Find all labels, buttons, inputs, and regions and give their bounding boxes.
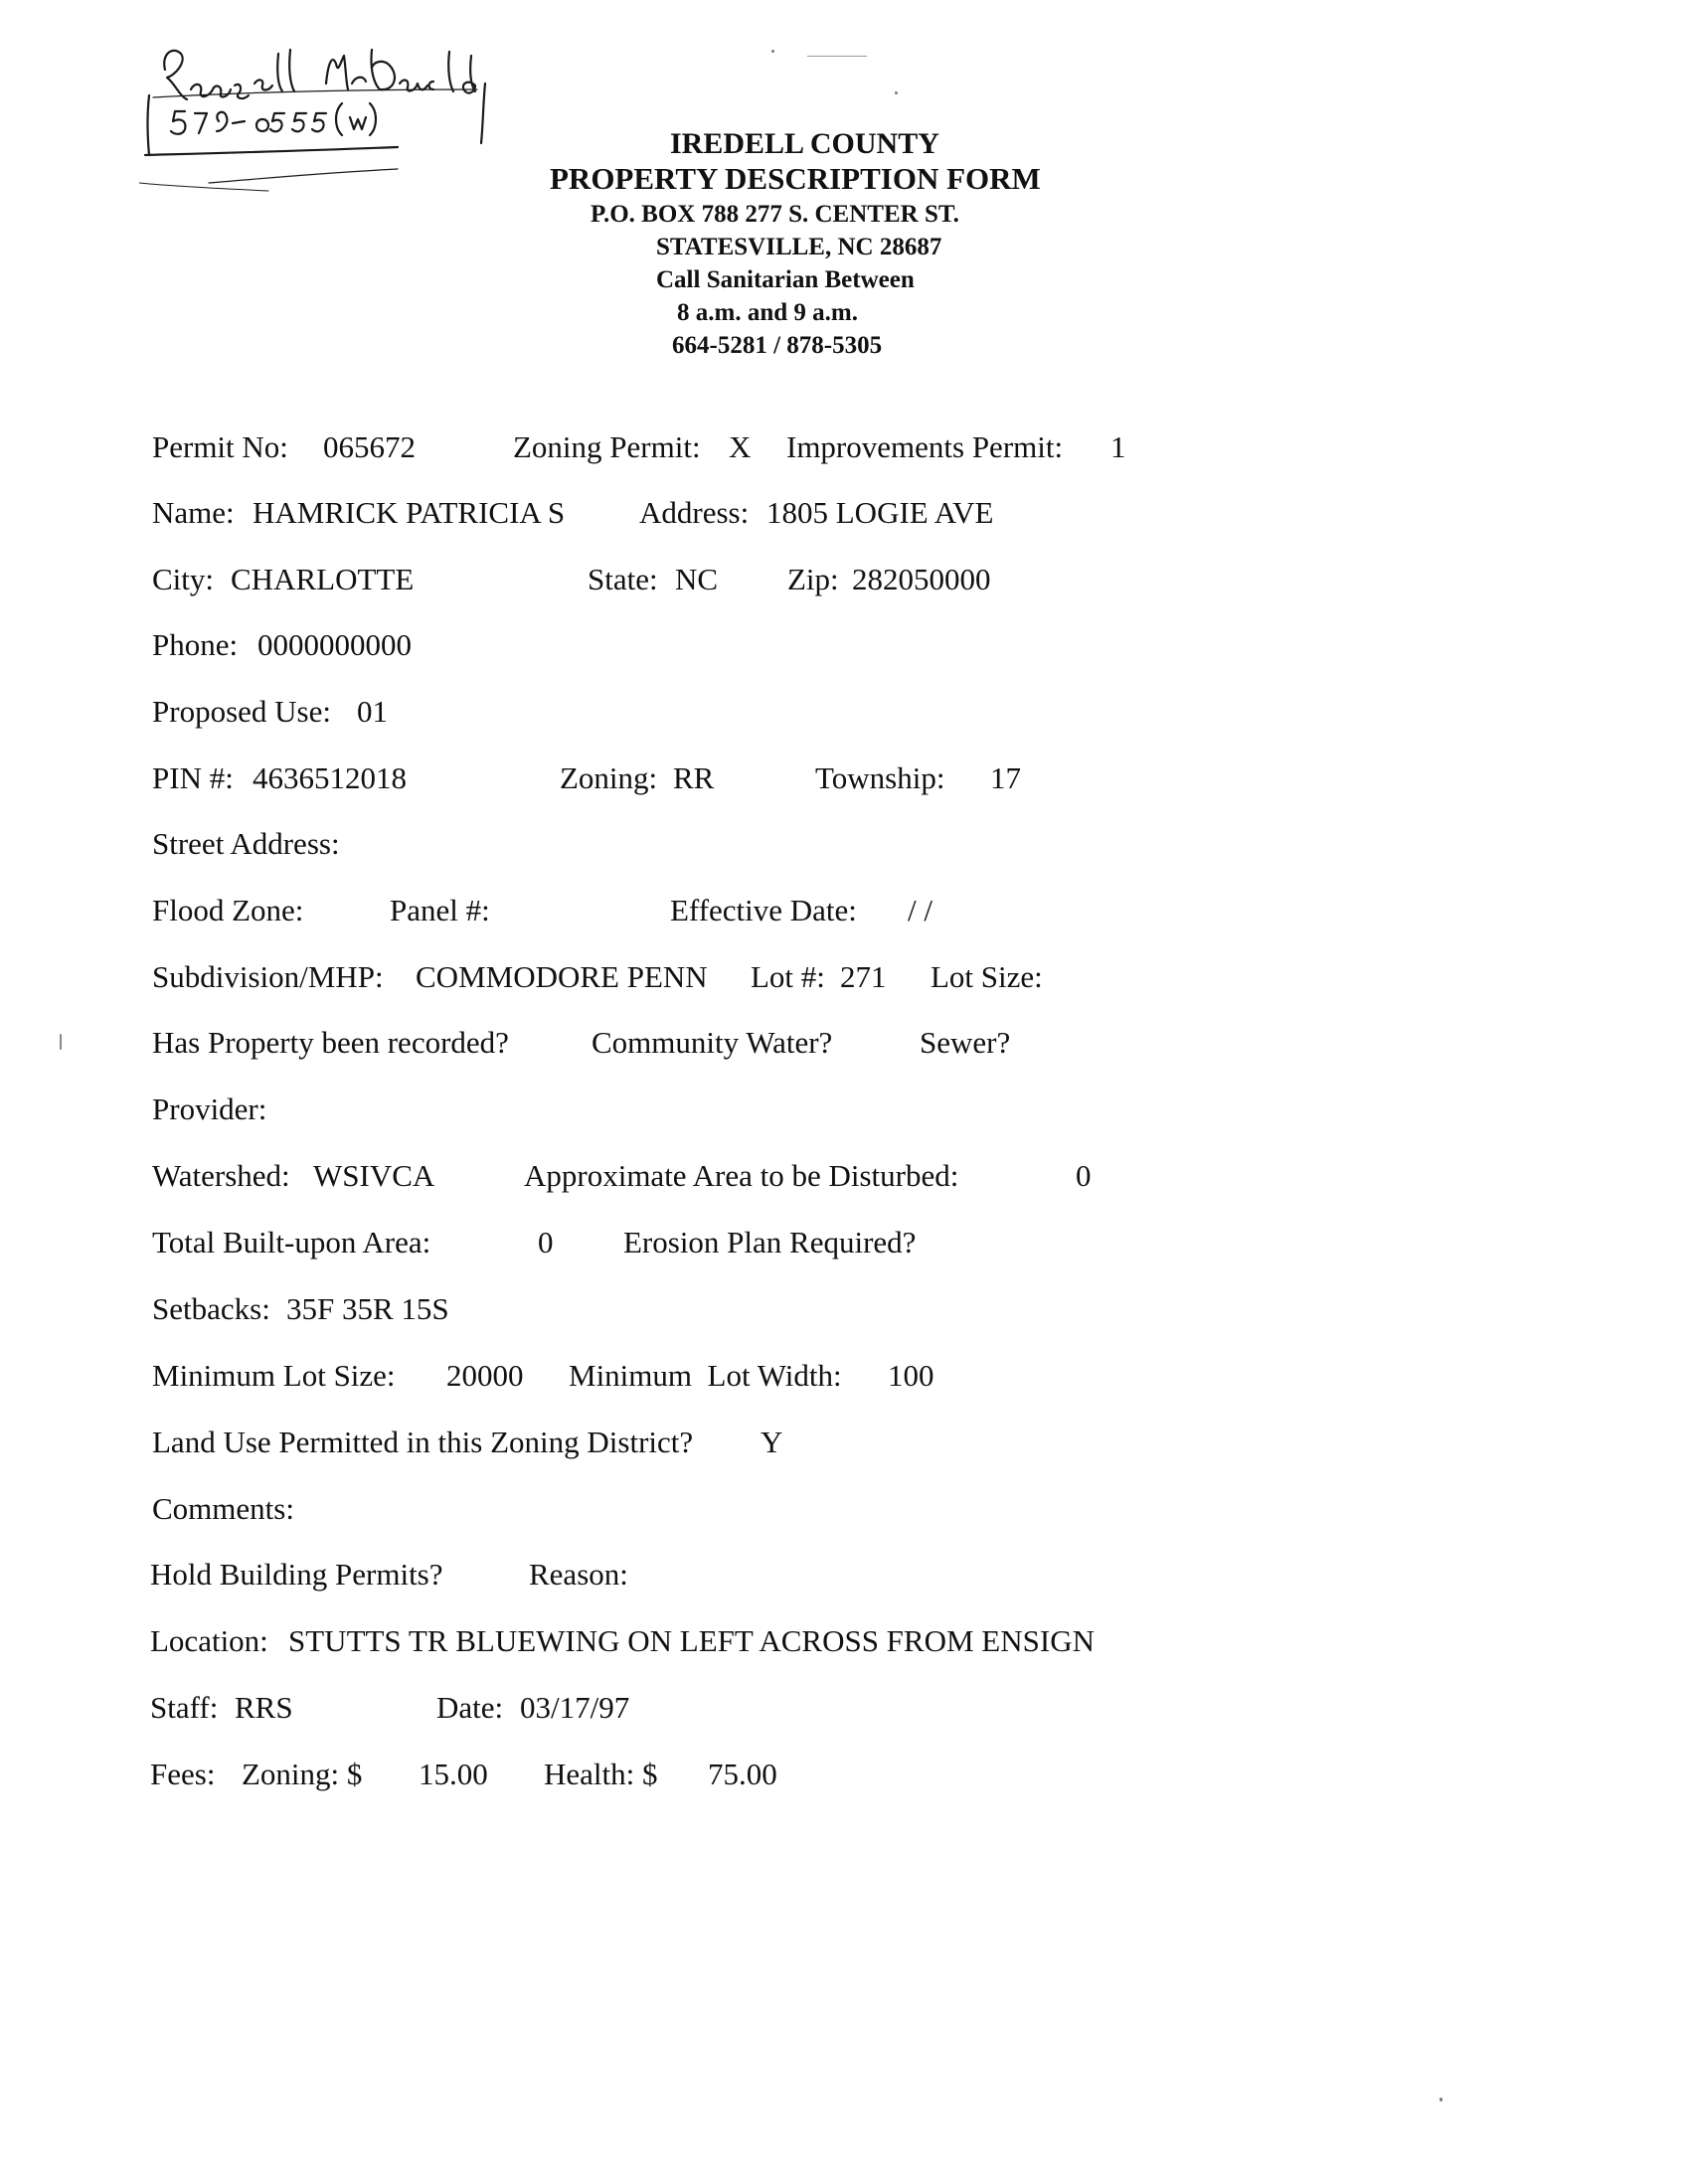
staff-label: Staff:: [150, 1690, 219, 1725]
zoning-permit-label: Zoning Permit:: [513, 429, 701, 464]
name-value: HAMRICK PATRICIA S: [253, 495, 566, 530]
recorded-label: Has Property been recorded?: [152, 1025, 509, 1060]
zoning-label: Zoning:: [560, 760, 658, 795]
effective-date-value: / /: [908, 893, 932, 927]
lot-size-label: Lot Size:: [931, 959, 1043, 994]
location-label: Location:: [150, 1623, 268, 1658]
watershed-value: WSIVCA: [313, 1158, 435, 1193]
zoning-fee-label: Zoning: $: [242, 1757, 363, 1791]
zip-label: Zip:: [787, 562, 839, 596]
address-value: 1805 LOGIE AVE: [766, 495, 994, 530]
permit-no-label: Permit No:: [152, 429, 288, 464]
pin-value: 4636512018: [253, 760, 407, 795]
state-value: NC: [675, 562, 719, 596]
reason-label: Reason:: [529, 1557, 628, 1592]
zoning-permit-value: X: [729, 429, 752, 464]
stray-mark: [60, 1034, 62, 1050]
health-fee-label: Health: $: [544, 1757, 658, 1791]
state-label: State:: [588, 562, 658, 596]
watershed-label: Watershed:: [152, 1158, 290, 1193]
disturbed-label: Approximate Area to be Disturbed:: [524, 1158, 959, 1193]
address-label: Address:: [639, 495, 750, 530]
office-city: STATESVILLE, NC 28687: [656, 234, 942, 260]
zoning-fee-value: 15.00: [419, 1757, 488, 1791]
township-value: 17: [990, 760, 1021, 795]
stray-mark: [895, 91, 898, 94]
fees-label: Fees:: [150, 1757, 216, 1791]
date-label: Date:: [436, 1690, 504, 1725]
setbacks-label: Setbacks:: [152, 1291, 270, 1326]
community-water-label: Community Water?: [592, 1025, 833, 1060]
zip-value: 282050000: [852, 562, 991, 596]
location-value: STUTTS TR BLUEWING ON LEFT ACROSS FROM ENSIGN: [288, 1623, 1095, 1658]
office-phones: 664-5281 / 878-5305: [672, 332, 883, 359]
handwritten-note-drawing: [139, 34, 497, 223]
subdivision-label: Subdivision/MHP:: [152, 959, 384, 994]
improvements-permit-label: Improvements Permit:: [786, 429, 1064, 464]
city-value: CHARLOTTE: [231, 562, 415, 596]
improvements-permit-value: 1: [1110, 429, 1126, 464]
name-label: Name:: [152, 495, 235, 530]
built-upon-label: Total Built-upon Area:: [152, 1225, 431, 1260]
proposed-use-value: 01: [357, 694, 388, 729]
zoning-value: RR: [673, 760, 715, 795]
township-label: Township:: [815, 760, 945, 795]
health-fee-value: 75.00: [708, 1757, 777, 1791]
city-label: City:: [152, 562, 215, 596]
hold-label: Hold Building Permits?: [150, 1557, 443, 1592]
subdivision-value: COMMODORE PENN: [416, 959, 708, 994]
date-value: 03/17/97: [520, 1690, 630, 1725]
staff-value: RRS: [235, 1690, 293, 1725]
stray-mark: [771, 50, 774, 53]
handwritten-note: [139, 34, 497, 223]
county-name: IREDELL COUNTY: [670, 127, 939, 160]
call-hours: 8 a.m. and 9 a.m.: [677, 299, 858, 326]
land-use-value: Y: [761, 1425, 783, 1459]
phone-label: Phone:: [152, 627, 239, 662]
office-address: P.O. BOX 788 277 S. CENTER ST.: [591, 201, 959, 228]
min-lot-size-value: 20000: [446, 1358, 524, 1393]
pin-label: PIN #:: [152, 760, 234, 795]
lot-no-value: 271: [840, 959, 887, 994]
effective-date-label: Effective Date:: [670, 893, 857, 927]
stray-mark: [807, 56, 867, 57]
erosion-label: Erosion Plan Required?: [623, 1225, 917, 1260]
land-use-label: Land Use Permitted in this Zoning District?: [152, 1425, 694, 1459]
phone-value: 0000000000: [257, 627, 412, 662]
disturbed-value: 0: [1076, 1158, 1092, 1193]
proposed-use-label: Proposed Use:: [152, 694, 331, 729]
min-lot-width-label: Minimum Lot Width:: [569, 1358, 842, 1393]
lot-no-label: Lot #:: [751, 959, 825, 994]
panel-label: Panel #:: [390, 893, 490, 927]
call-instructions: Call Sanitarian Between: [656, 266, 915, 293]
street-address-label: Street Address:: [152, 826, 340, 861]
comments-label: Comments:: [152, 1491, 294, 1526]
min-lot-size-label: Minimum Lot Size:: [152, 1358, 396, 1393]
provider-label: Provider:: [152, 1092, 267, 1126]
sewer-label: Sewer?: [920, 1025, 1011, 1060]
min-lot-width-value: 100: [888, 1358, 934, 1393]
setbacks-value: 35F 35R 15S: [286, 1291, 449, 1326]
permit-no-value: 065672: [323, 429, 416, 464]
stray-mark: [1440, 2098, 1442, 2101]
built-upon-value: 0: [538, 1225, 554, 1260]
flood-zone-label: Flood Zone:: [152, 893, 304, 927]
form-title: PROPERTY DESCRIPTION FORM: [550, 161, 1041, 196]
